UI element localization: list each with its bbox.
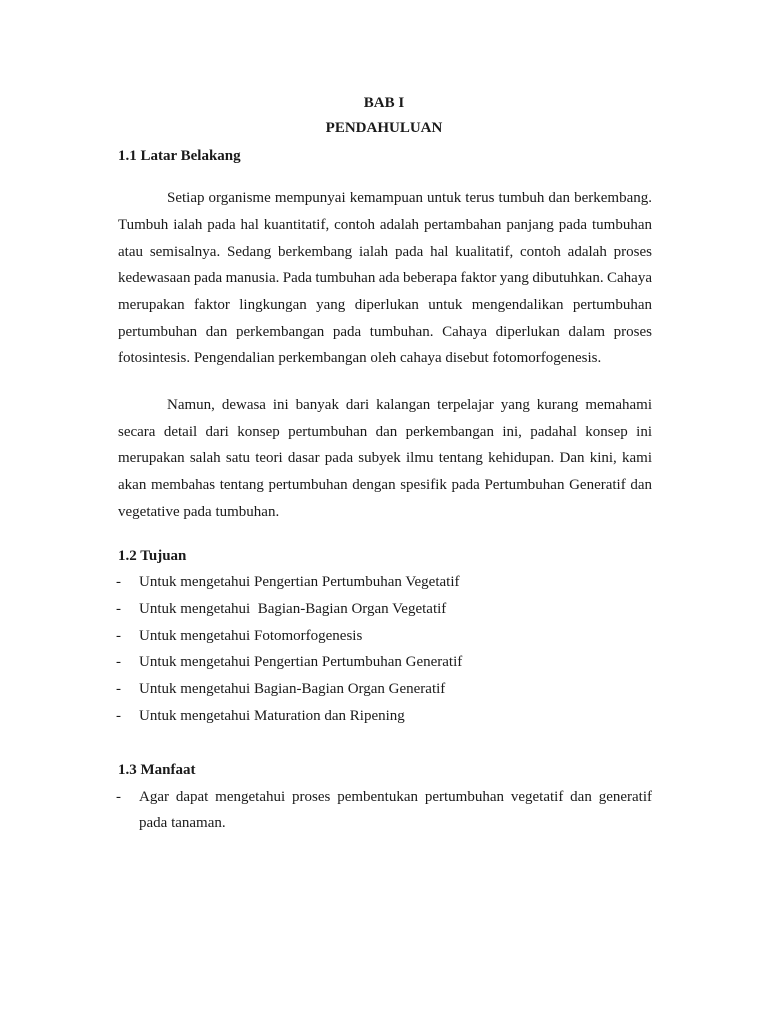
bullet-dash: - [116, 654, 121, 670]
list-item: Untuk mengetahui Bagian-Bagian Organ Vegetatif [139, 601, 447, 617]
list-item: Untuk mengetahui Bagian-Bagian Organ Generatif [139, 681, 446, 697]
paragraph-line: pertumbuhan dan perkembangan pada tumbuhan. Cahaya diperlukan dalam proses [118, 324, 652, 340]
paragraph-line: merupakan faktor lingkungan yang diperlukan untuk mengendalikan pertumbuhan [118, 297, 652, 313]
paragraph-line: fotosintesis. Pengendalian perkembangan oleh cahaya disebut fotomorfogenesis. [118, 350, 602, 366]
chapter-number: BAB I [363, 95, 405, 111]
paragraph-line: Namun, dewasa ini banyak dari kalangan terpelajar yang kurang memahami [167, 397, 652, 413]
section-heading-manfaat: 1.3 Manfaat [118, 762, 196, 778]
paragraph-line: merupakan salah satu teori dasar pada subyek ilmu tentang kehidupan. Dan kini, kami [118, 450, 652, 466]
list-item-line: pada tanaman. [139, 815, 226, 831]
paragraph-line: vegetative pada tumbuhan. [118, 504, 280, 520]
paragraph-line: Setiap organisme mempunyai kemampuan untuk terus tumbuh dan berkembang. [167, 190, 652, 206]
bullet-dash: - [116, 789, 121, 805]
paragraph-line: Tumbuh ialah pada hal kuantitatif, contoh adalah pertambahan panjang pada tumbuhan [118, 217, 652, 233]
paragraph-line: atau semisalnya. Sedang berkembang ialah pada hal kualitatif, contoh adalah proses [118, 244, 652, 260]
bullet-dash: - [116, 708, 121, 724]
paragraph-line: akan membahas tentang pertumbuhan dengan spesifik pada Pertumbuhan Generatif dan [118, 477, 652, 493]
list-item-line: Agar dapat mengetahui proses pembentukan pertumbuhan vegetatif dan generatif [139, 789, 652, 805]
list-item: Untuk mengetahui Pengertian Pertumbuhan Generatif [139, 654, 463, 670]
paragraph-line: kedewasaan pada manusia. Pada tumbuhan ada beberapa faktor yang dibutuhkan. Cahaya [118, 270, 652, 286]
chapter-title: PENDAHULUAN [325, 120, 443, 136]
section-heading-latar-belakang: 1.1 Latar Belakang [118, 148, 241, 164]
paragraph-line: secara detail dari konsep pertumbuhan dan perkembangan ini, padahal konsep ini [118, 424, 652, 440]
bullet-dash: - [116, 574, 121, 590]
list-item: Untuk mengetahui Maturation dan Ripening [139, 708, 405, 724]
bullet-dash: - [116, 681, 121, 697]
list-item: Untuk mengetahui Pengertian Pertumbuhan Vegetatif [139, 574, 460, 590]
list-item: Untuk mengetahui Fotomorfogenesis [139, 628, 363, 644]
section-heading-tujuan: 1.2 Tujuan [118, 548, 187, 564]
bullet-dash: - [116, 601, 121, 617]
bullet-dash: - [116, 628, 121, 644]
